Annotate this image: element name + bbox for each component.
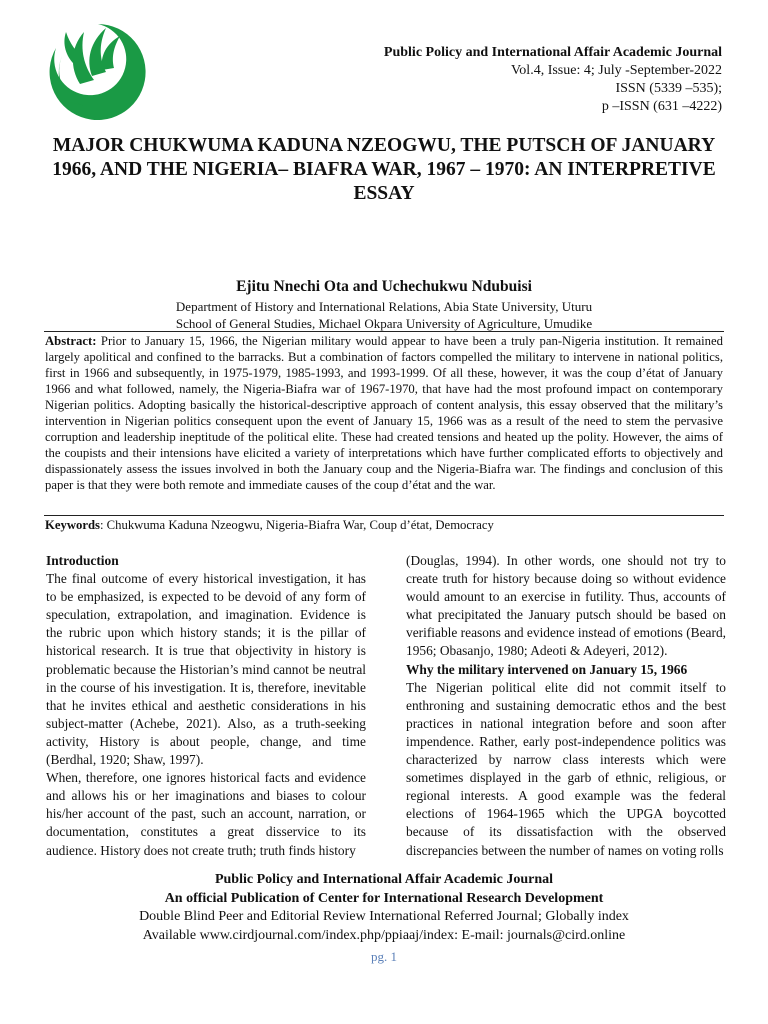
footer-availability: Available www.cirdjournal.com/index.php/ppiaaj/index: E-mail: journals@cird.online	[142, 927, 626, 943]
article-title: MAJOR CHUKWUMA KADUNA NZEOGWU, THE PUTSCH OF JANUARY 1966, AND THE NIGERIA– BIAFRA WAR, 1967 – 1970: AN INTERPRETIVE ESSAY	[52, 135, 716, 204]
abstract	[45, 333, 723, 493]
affiliation-1: Department of History and International Relations, Abia State University, Uturu	[175, 299, 593, 314]
footer-review-note: Double Blind Peer and Editorial Review International Referred Journal; Globally index	[139, 909, 629, 924]
intro-heading: Introduction	[46, 553, 119, 568]
footer-journal-title: Public Policy and International Affair Academic Journal	[214, 872, 554, 887]
journal-p-issn: p –ISSN (631 –4222)	[601, 99, 722, 114]
intro-paragraph-2: When, therefore, one ignores historical facts and evidence and allows his or her imaginations and biases to colour his/her account of the past, such an account, narration, or documentation, constitutes a great disservice to its audience. History does not create truth; truth finds history	[46, 770, 366, 858]
journal-header	[384, 44, 722, 116]
affiliation-2: School of General Studies, Michael Okpara University of Agriculture, Umudike	[175, 316, 593, 331]
page-footer	[40, 871, 728, 967]
keywords-text: : Chukwuma Kaduna Nzeogwu, Nigeria-Biafra War, Coup d’état, Democracy	[99, 518, 494, 532]
journal-title: Public Policy and International Affair Academic Journal	[383, 45, 722, 60]
keywords-label: Keywords	[45, 518, 100, 532]
why-heading: Why the military intervened on January 15, 1966	[406, 661, 688, 677]
intro-paragraph-1: The final outcome of every historical investigation, it has to be emphasized, is expected to be devoid of any form of speculation, extrapolation, and imagination. Evidence is the rubric upon which history stands; it is the pillar of historical research. It is true that objectivity in history is problematic because the Historian’s mind cannot be neutral in the course of his investigation. It is, therefore, inevitable that he invites ethical and aesthetic considerations in his subject-matter (Achebe, 2021). Also, as a truth-seeking activity, History is about people, change, and time (Berdhal, 1920; Shaw, 1997).	[46, 571, 366, 768]
abstract-label: Abstract:	[45, 334, 97, 348]
journal-issn: ISSN (5339 –535);	[615, 81, 722, 96]
abstract-text: Prior to January 15, 1966, the Nigerian military would appear to have been a truly pan-Nigeria institution. It remained largely apolitical and confined to the barracks. But a combination of factors compelled the military to intervene in national politics, first in 1966 and subsequently, in 1975-1979, 1985-1993, and 1993-1999. Of all these, however, it was the coup d’état of January 1966 and what followed, namely, the Nigeria-Biafra war of 1967-1970, that have had the most profound impact on contemporary Nigerian politics. Adopting basically the historical-descriptive approach of content analysis, this essay observed that the military’s intervention in Nigerian politics consequent upon the event of January 15, 1966 was as a result of the need to stem the pervasive corruption and leadership ineptitude of the political elite. These had created tensions and heated up the polity. However, the aims of the coupists and their intensions have elicited a variety of interpretations which have further complicated efforts to objectively and dispassionately assess the issues involved in both the January coup and the Nigeria-Biafra war. The findings and conclusion of this paper is that they were both remote and immediate causes of the coup d’état and the war.	[45, 334, 723, 492]
right-paragraph-2: The Nigerian political elite did not commit itself to enthroning and sustaining democratic ethos and the best practices in national integration before and soon after impendence. Rather, early post-independence politics was characterized by narrow class interests which were sometimes displayed in the garb of ethnic, religious, or regional interests. A good example was the federal elections of 1964-1965 which the UPGA boycotted because of its dissatisfaction with the observed discrepancies between the number of names on voting rolls	[406, 679, 726, 858]
right-paragraph-1: (Douglas, 1994). In other words, one should not try to create truth for history because doing so without evidence would amount to an exercise in futility. Thus, accounts of what precipitated the January putsch should be based on verifiable reasons and evidence instead of emotions (Beard, 1956; Obasanjo, 1980; Adeoti & Adeyeri, 2012).	[406, 553, 726, 659]
journal-logo-icon	[40, 6, 156, 122]
page-number: pg. 1	[371, 949, 397, 964]
journal-volume: Vol.4, Issue: 4; July -September-2022	[511, 63, 722, 78]
body-column-left	[46, 552, 366, 860]
abstract-bottom-divider	[44, 515, 724, 516]
body-column-right	[406, 552, 726, 860]
footer-publisher: An official Publication of Center for International Research Development	[164, 890, 604, 906]
keywords	[45, 517, 723, 533]
abstract-top-divider	[44, 331, 724, 332]
article-authors: Ejitu Nnechi Ota and Uchechukwu Ndubuisi	[236, 278, 532, 295]
author-affiliations	[40, 298, 728, 332]
